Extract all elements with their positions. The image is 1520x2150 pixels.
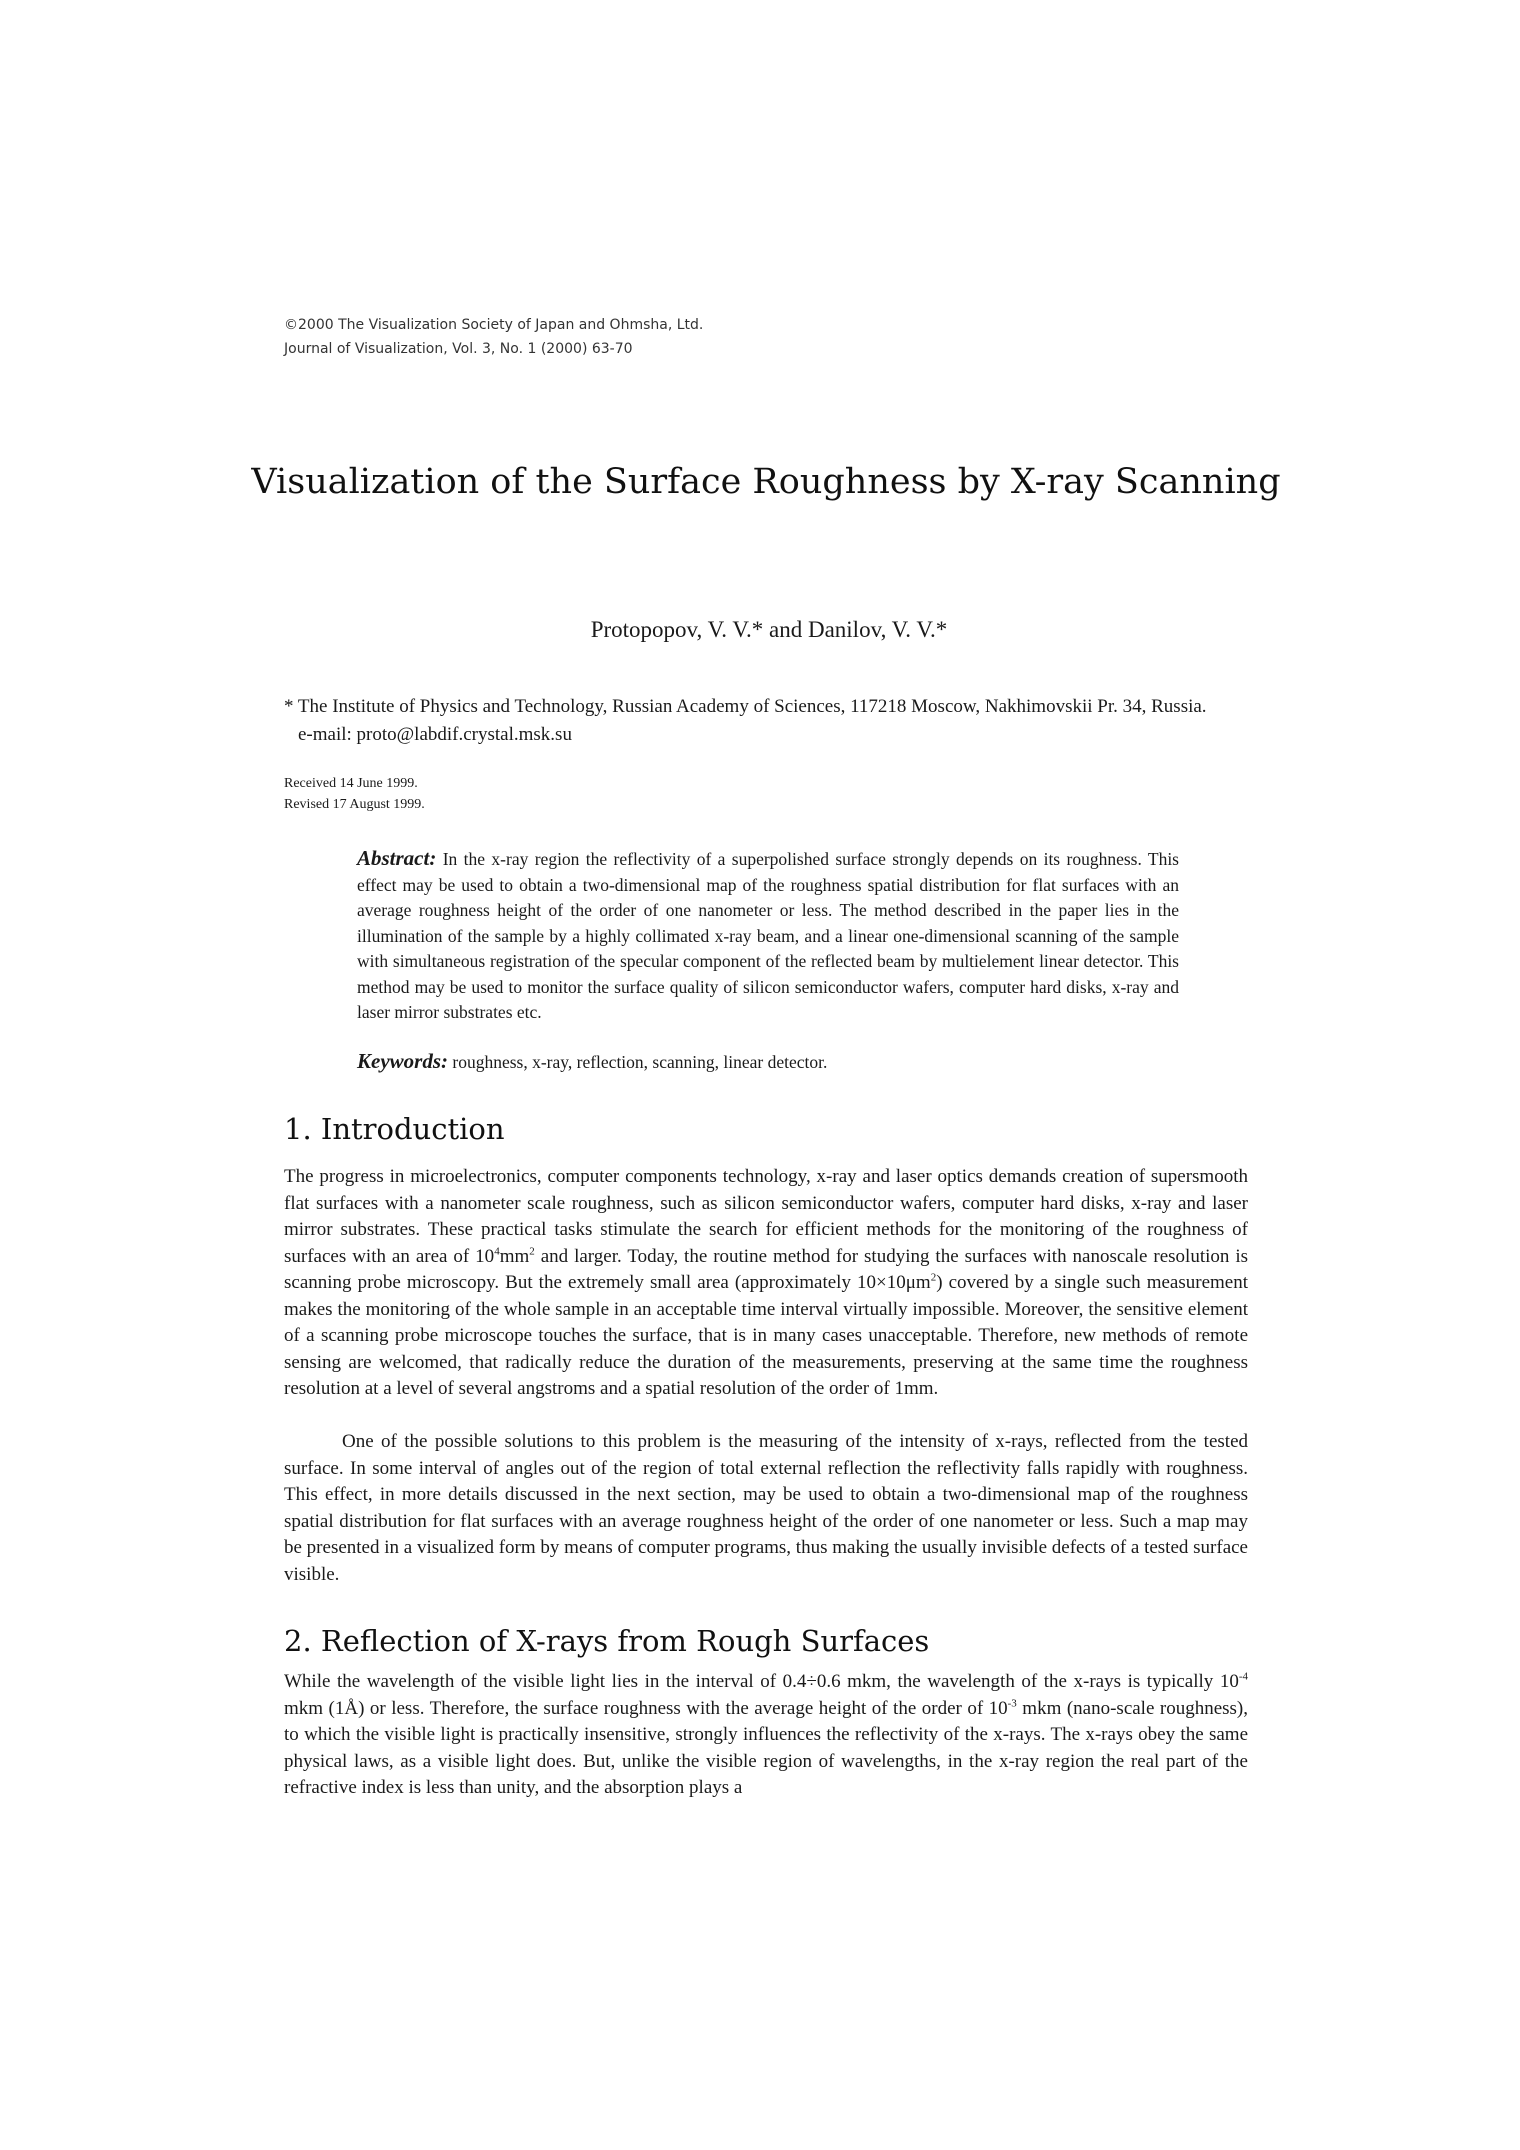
keywords-label: Keywords [357,1049,441,1073]
section-heading-introduction: 1. Introduction [284,1112,505,1146]
institute-line: * The Institute of Physics and Technology, Russian Academy of Sciences, 117218 Moscow, Nakhimovskii Pr. 34, Russia. [284,696,1207,717]
author-list: Protopopov, V. V.* and Danilov, V. V.* [590,617,948,642]
abstract-label: Abstract [357,846,430,870]
abstract-text: In the x-ray region the reflectivity of a superpolished surface strongly depends on its roughness. This effect may be used to obtain a two-dimensional map of the roughness spatial distribution for flat surfaces with an average roughness height of the order of one nanometer or less. The method described in the paper lies in the illumination of the sample by a highly collimated x-ray beam, and a linear one-dimensional scanning of the sample with simultaneous registration of the specular component of the reflected beam by multielement linear detector. This method may be used to monitor the surface quality of silicon semiconductor wafers, computer hard disks, x-ray and laser mirror substrates etc. [357,849,1179,1022]
intro-paragraph-2: One of the possible solutions to this problem is the measuring of the intensity of x-rays, reflected from the tested surface. In some interval of angles out of the region of total external reflection the reflectivity falls rapidly with roughness. This effect, in more details discussed in the next section, may be used to obtain a two-dimensional map of the roughness spatial distribution for flat surfaces with an average roughness height of the order of one nanometer or less. Such a map may be presented in a visualized form by means of computer programs, thus making the usually invisible defects of a tested surface visible. [284,1431,1248,1585]
refl-p1-sup-2: -3 [1007,1697,1017,1710]
intro-paragraph-1 [284,1164,1248,1403]
refl-p1-part-a: While the wavelength of the visible light lies in the interval of 0.4÷0.6 mkm, the wavelength of the x-rays is typically 10 [284,1671,1239,1692]
intro-p1-part-a: The progress in microelectronics, computer components technology, x-ray and laser optics demands creation of supersmooth flat surfaces with a nanometer scale roughness, such as silicon semiconductor wafers, computer hard disks, x-ray and laser mirror substrates. These practical tasks stimulate the search for efficient methods for the monitoring of the roughness of surfaces with an area of 10 [284,1166,1248,1267]
abstract-colon: : [429,846,437,870]
received-date: Received 14 June 1999. [284,776,418,791]
section-heading-reflection: 2. Reflection of X-rays from Rough Surfaces [284,1624,930,1658]
intro-p1-sup-2: 2 [529,1245,535,1258]
revised-date: Revised 17 August 1999. [284,797,425,812]
keywords-text: roughness, x-ray, reflection, scanning, linear detector. [452,1052,828,1072]
intro-p1-sup-1: 4 [494,1245,500,1258]
submission-dates [284,773,425,815]
affiliation-block [284,693,1254,749]
reflection-paragraph-1 [284,1669,1248,1802]
keywords-colon: : [441,1049,448,1073]
intro-p1-sup-3: 2 [930,1271,937,1284]
refl-p1-part-b: mkm (1Å) or less. Therefore, the surface roughness with the average height of the order of 10 [284,1697,1008,1719]
abstract-block [357,846,1179,1026]
intro-p1-part-d: ) covered by a single such measurement makes the monitoring of the whole sample in an acceptable time interval virtually impossible. Moreover, the sensitive element of a scanning probe microscope touches the surface, that is in many cases unacceptable. Therefore, new methods of remote sensing are welcomed, that radically reduce the duration of the measurements, preserving at the same time the roughness resolution at a level of several angstroms and a spatial resolution of the order of 1mm. [284,1272,1248,1399]
refl-p1-part-c: mkm (nano-scale roughness), to which the visible light is practically insensitive, strongly influences the reflectivity of the x-rays. The x-rays obey the same physical laws, as a visible light does. But, unlike the visible region of wavelengths, in the x-ray region the real part of the refractive index is less than unity, and the absorption plays a [284,1697,1249,1798]
intro-p1-part-b: mm [499,1245,530,1267]
journal-header [284,313,703,361]
paper-title: Visualization of the Surface Roughness by X-ray Scanning [251,462,1281,502]
keywords-block [357,1049,1179,1075]
journal-citation: Journal of Visualization, Vol. 3, No. 1 (2000) 63-70 [284,341,633,357]
refl-p1-sup-1: -4 [1238,1670,1248,1683]
copyright-line: ©2000 The Visualization Society of Japan and Ohmsha, Ltd. [284,317,704,333]
email-line: e-mail: proto@labdif.crystal.msk.su [298,724,572,745]
intro-p1-part-c: and larger. Today, the routine method for studying the surfaces with nanoscale resolution is scanning probe microscopy. But the extremely small area (approximately 10×10μm [284,1245,1248,1293]
